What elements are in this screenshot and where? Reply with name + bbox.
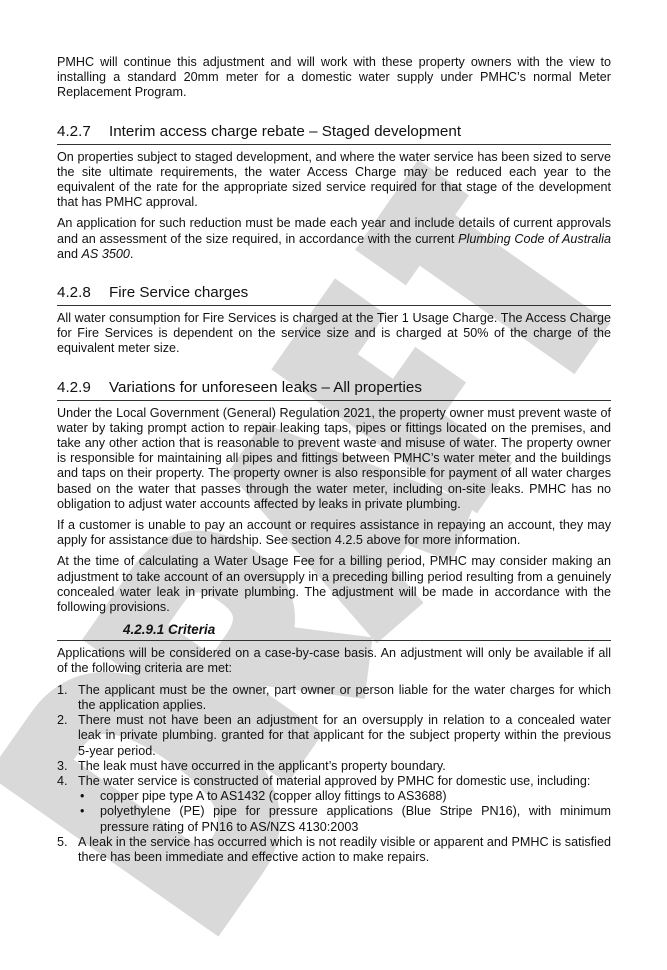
section-heading-4-2-7 — [57, 123, 611, 145]
list-item-text: The leak must have occurred in the applicant’s property boundary. — [78, 758, 446, 773]
document-body — [57, 55, 611, 865]
section-heading-4-2-9 — [57, 379, 611, 401]
list-item-text: The applicant must be the owner, part owner or person liable for the water charges for which the application applies. — [78, 682, 611, 712]
paragraph: Applications will be considered on a case-by-case basis. An adjustment will only be available if all of the following criteria are met: — [57, 646, 611, 676]
paragraph: Under the Local Government (General) Regulation 2021, the property owner must prevent waste of water by taking prompt action to repair leaking taps, pipes or fittings located on the premises, and take any other action that is reasonable to prevent waste and misuse of water. The property owner is responsible for maintaining all pipes and fittings between PMHC’s water meter and the buildings and taps on their property. The property owner is also responsible for payment of all water charges based on the water that passes through the water meter, including on-site leaks. PMHC has no obligation to adjust water accounts affected by leaks in private plumbing. — [57, 405, 611, 511]
bullet-item — [78, 789, 611, 804]
section-heading-4-2-8 — [57, 284, 611, 306]
list-item-text: There must not have been an adjustment for an oversupply in relation to a concealed water leak in private plumbing. granted for that applicant for the subject property within the previous 5-year period. — [78, 713, 611, 758]
list-item — [57, 683, 611, 713]
list-number: 2. — [57, 713, 68, 728]
section-title: Variations for unforeseen leaks – All properties — [109, 378, 422, 396]
paragraph: At the time of calculating a Water Usage Fee for a billing period, PMHC may consider making an adjustment to take account of an oversupply in a preceding billing period resulting from a genuinely concealed water leak in private plumbing. The adjustment will be made in accordance with the following provisions. — [57, 554, 611, 615]
section-title: Interim access charge rebate – Staged development — [109, 122, 462, 140]
paragraph: If a customer is unable to pay an account or requires assistance in repaying an account, they may apply for assistance due to hardship. See section 4.2.5 above for more information. — [57, 518, 611, 548]
section-title: Fire Service charges — [109, 284, 249, 302]
section-number: 4.2.7 — [57, 122, 91, 140]
paragraph-text: . — [129, 246, 134, 261]
reference-plumbing-code: Plumbing Code of Australia — [458, 231, 612, 246]
list-item — [57, 713, 611, 759]
paragraph — [57, 216, 611, 262]
list-item — [57, 835, 611, 865]
list-number: 4. — [57, 773, 68, 788]
list-item-text: The water service is constructed of material approved by PMHC for domestic use, including: — [78, 773, 591, 788]
criteria-list — [57, 683, 611, 865]
paragraph-text: An application for such reduction must be made each year and include details of current approvals and an assessment of the size required, in accordance with the current — [57, 216, 611, 246]
paragraph: On properties subject to staged development, and where the water service has been sized to serve the site ultimate requirements, the water Access Charge may be reduced each year to the equivalent of the rate for the appropriate sized service required for that stage of the development that has PMHC approval. — [57, 149, 611, 210]
list-item — [57, 774, 611, 835]
list-item — [57, 759, 611, 774]
section-number: 4.2.8 — [57, 284, 91, 302]
intro-paragraph: PMHC will continue this adjustment and will work with these property owners with the view to installing a standard 20mm meter for a domestic water supply under PMHC’s normal Meter Replacement Program. — [57, 55, 611, 100]
reference-as3500: AS 3500 — [81, 246, 130, 261]
paragraph-text: and — [57, 246, 82, 261]
list-number: 1. — [57, 682, 68, 697]
section-number: 4.2.9 — [57, 378, 91, 396]
paragraph: All water consumption for Fire Services is charged at the Tier 1 Usage Charge. The Access Charge for Fire Services is dependent on the service size and is charged at 50% of the charge of the equivalent meter size. — [57, 311, 611, 356]
bullet-text: polyethylene (PE) pipe for pressure applications (Blue Stripe PN16), with minimum pressure rating of PN16 to AS/NZS 4130:2003 — [100, 804, 611, 834]
list-number: 5. — [57, 834, 68, 849]
subsection-heading-criteria: 4.2.9.1 Criteria — [57, 621, 611, 641]
materials-bullet-list — [78, 789, 611, 835]
bullet-glyph: • — [80, 804, 85, 819]
bullet-text: copper pipe type A to AS1432 (copper alloy fittings to AS3688) — [100, 789, 447, 804]
list-number: 3. — [57, 758, 68, 773]
list-item-text: A leak in the service has occurred which is not readily visible or apparent and PMHC is satisfied there has been immediate and effective action to make repairs. — [78, 834, 611, 864]
bullet-glyph: • — [80, 789, 85, 804]
bullet-item — [78, 804, 611, 834]
